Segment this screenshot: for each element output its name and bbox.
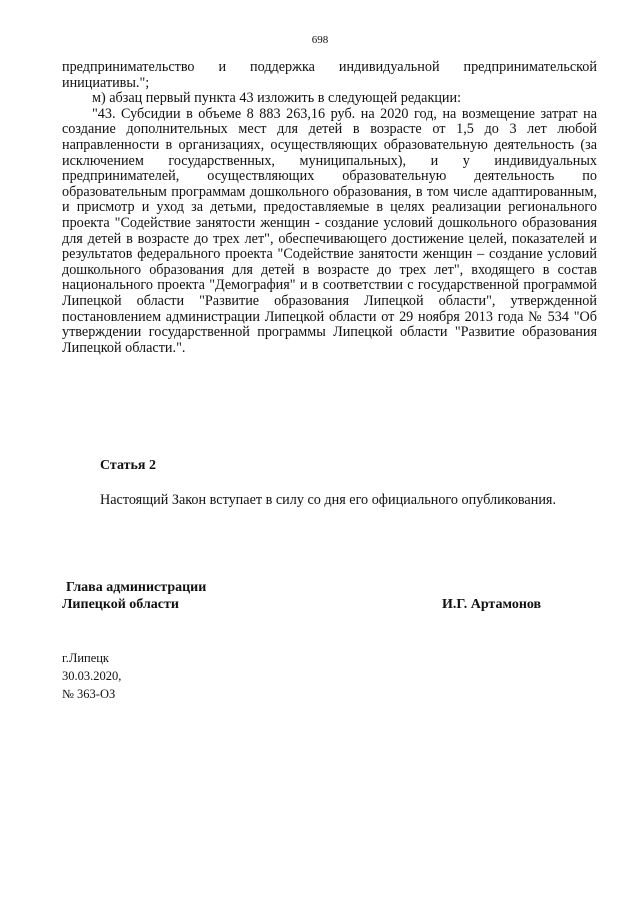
signatory-name: И.Г. Артамонов [442, 597, 542, 612]
main-text-block [62, 60, 597, 356]
paragraph-item-43: "43. Субсидии в объеме 8 883 263,16 руб. на 2020 год, на возмещение затрат на создание дополнительных мест для детей в возрасте от 1,5 до 3 лет любой направленности в организациях, осуществляющих образовательную деятельность (за исключением государственных, муниципальных), и у индивидуальных предпринимателей, осуществляющих образовательную деятельность по образовательным программам дошкольного образования, в том числе адаптированным, и присмотр и уход за детьми, предоставляемые в целях реализации регионального проекта "Содействие занятости женщин - создание условий дошкольного образования для детей в возрасте до трех лет", обеспечивающего достижение целей, показателей и результатов федерального проекта "Содействие занятости женщин – создание условий дошкольного образования для детей в возрасте до трех лет", входящего в состав национального проекта "Демография" и в соответствии с государственной программой Липецкой области "Развитие образования Липецкой области", утвержденной постановлением администрации Липецкой области от 29 ноября 2013 года № 534 "Об утверждении государственной программы Липецкой области "Развитие образования Липецкой области.". [62, 105, 597, 356]
signatory-position-line1: Глава администрации [66, 580, 207, 595]
paragraph-continuation: предпринимательство и поддержка индивидуальной предпринимательской инициативы."; [62, 59, 597, 91]
footer-date: 30.03.2020, [62, 669, 122, 683]
footer-law-number: № 363-ОЗ [62, 687, 116, 701]
footer-city: г.Липецк [62, 651, 110, 665]
paragraph-amendment-intro: м) абзац первый пункта 43 изложить в следующей редакции: [92, 90, 462, 107]
article-text: Настоящий Закон вступает в силу со дня его официального опубликования. [100, 492, 556, 508]
signatory-position-line2: Липецкой области [62, 597, 179, 612]
page-number: 698 [311, 34, 329, 46]
article-title: Статья 2 [100, 458, 156, 473]
